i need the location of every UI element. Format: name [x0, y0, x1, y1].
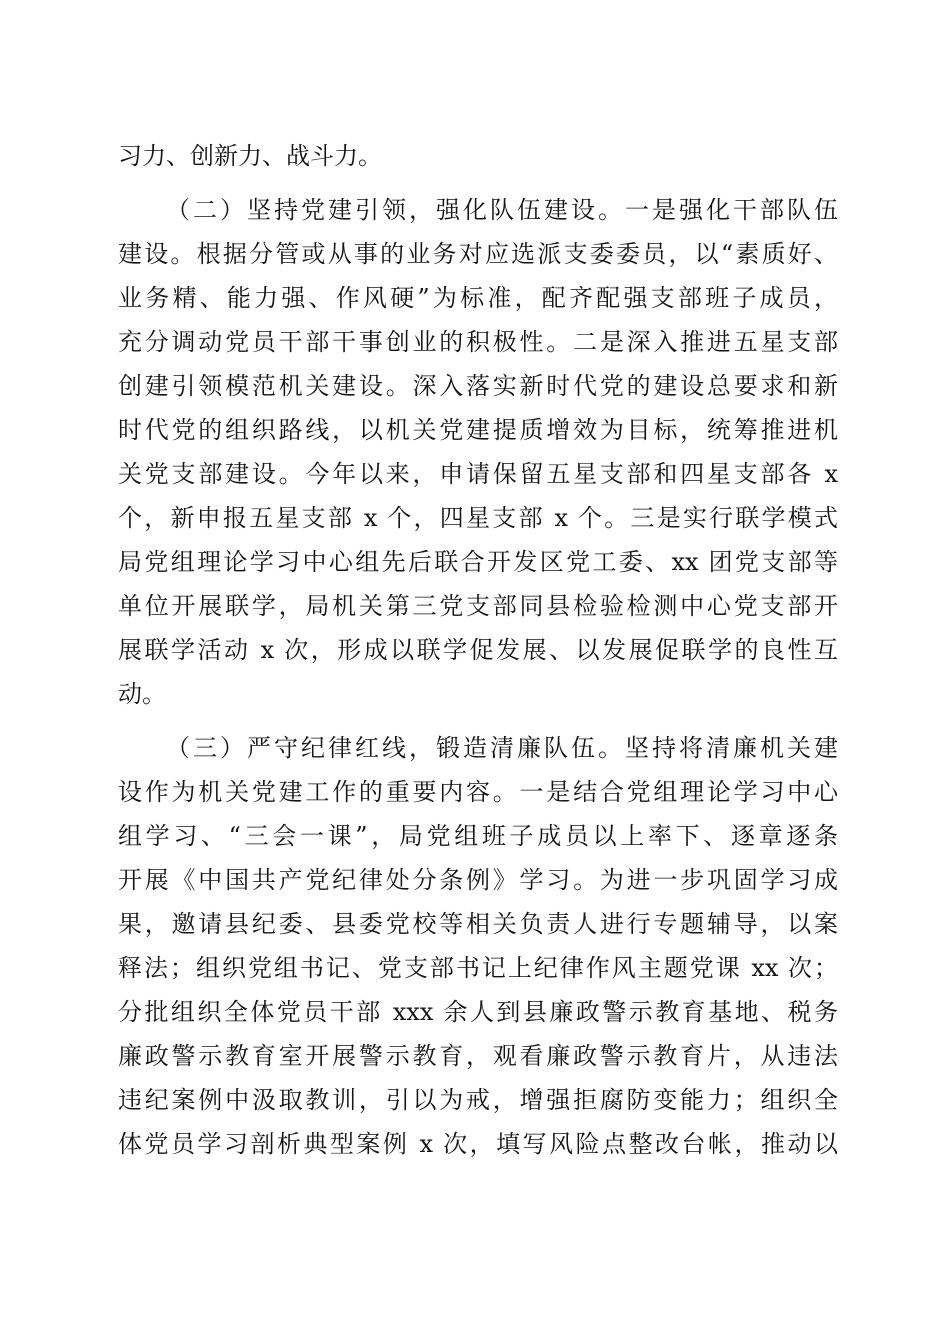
- paragraph-heading-line: （三）严守纪律红线，锻造清廉队伍。坚持将清廉机关建: [166, 734, 838, 762]
- text-line: 业务精、能力强、作风硬”为标准，配齐配强支部班子成员，: [118, 284, 838, 312]
- text-line: 时代党的组织路线，以机关党建提质增效为目标，统筹推进机: [118, 416, 838, 444]
- text-line: 动。: [118, 680, 166, 708]
- text-line: 习力、创新力、战斗力。: [118, 142, 382, 170]
- text-line: 释法；组织党组书记、党支部书记上纪律作风主题党课 xx 次；: [118, 954, 838, 982]
- text-line: 展联学活动 x 次，形成以联学促发展、以发展促联学的良性互: [118, 636, 838, 664]
- text-line: 开展《中国共产党纪律处分条例》学习。为进一步巩固学习成: [118, 866, 838, 894]
- text-line: 体党员学习剖析典型案例 x 次，填写风险点整改台帐，推动以: [118, 1130, 838, 1158]
- paragraph-heading-line: （二）坚持党建引领，强化队伍建设。一是强化干部队伍: [166, 196, 838, 224]
- text-line: 创建引领模范机关建设。深入落实新时代党的建设总要求和新: [118, 372, 838, 400]
- text-line: 分批组织全体党员干部 xxx 余人到县廉政警示教育基地、税务: [118, 998, 838, 1026]
- text-line: 充分调动党员干部干事创业的积极性。二是深入推进五星支部: [118, 328, 838, 356]
- text-line: 组学习、“三会一课”，局党组班子成员以上率下、逐章逐条: [118, 822, 838, 850]
- text-line: 违纪案例中汲取教训，引以为戒，增强拒腐防变能力；组织全: [118, 1086, 838, 1114]
- text-line: 设作为机关党建工作的重要内容。一是结合党组理论学习中心: [118, 778, 838, 806]
- text-line: 建设。根据分管或从事的业务对应选派支委委员，以“素质好、: [118, 240, 838, 268]
- text-line: 个，新申报五星支部 x 个，四星支部 x 个。三是实行联学模式: [118, 504, 838, 532]
- text-line: 局党组理论学习中心组先后联合开发区党工委、xx 团党支部等: [118, 548, 838, 576]
- text-line: 廉政警示教育室开展警示教育，观看廉政警示教育片，从违法: [118, 1042, 838, 1070]
- text-line: 关党支部建设。今年以来，申请保留五星支部和四星支部各 x: [118, 460, 838, 488]
- text-line: 果，邀请县纪委、县委党校等相关负责人进行专题辅导，以案: [118, 910, 838, 938]
- text-line: 单位开展联学，局机关第三党支部同县检验检测中心党支部开: [118, 592, 838, 620]
